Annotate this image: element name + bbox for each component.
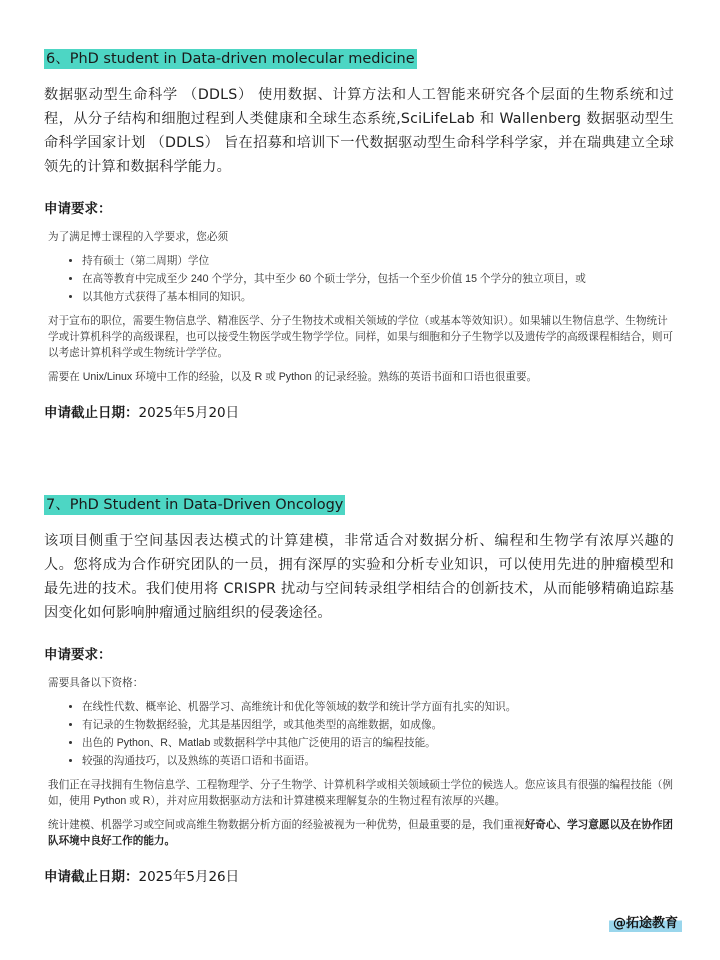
requirements-heading: 申请要求： — [44, 201, 112, 217]
section-6 — [44, 48, 674, 421]
requirements-box — [48, 229, 674, 385]
requirements-list — [48, 699, 674, 769]
list-item: • 较强的沟通技巧，以及熟练的英语口语和书面语。 — [82, 753, 674, 769]
requirements-paragraph: 对于宣布的职位，需要生物信息学、精准医学、分子生物技术或相关领域的学位（或基本等效知识）。如果辅以生物信息学、生物统计学或计算机科学的高级课程，也可以接受生物医学或生物学学位。同样，如果与细胞和分子生物学以及遗传学的高级课程相结合，则可以考虑计算机科学或生物统计学学位。 — [48, 315, 674, 359]
deadline — [44, 865, 674, 885]
requirements-lead: 需要具备以下资格： — [48, 677, 144, 689]
section-intro: 该项目侧重于空间基因表达模式的计算建模，非常适合对数据分析、编程和生物学有浓厚兴趣的人。您将成为合作研究团队的一员，拥有深厚的实验和分析专业知识，可以使用先进的肿瘤模型和最先进的技术。我们使用将 CRISPR 扰动与空间转录组学相结合的创新技术，从而能够精确追踪基因变化如何影响肿瘤通过脑组织的侵袭途径。 — [44, 533, 674, 621]
list-item: • 在高等教育中完成至少 240 个学分，其中至少 60 个硕士学分，包括一个至少价值 15 个学分的独立项目，或 — [82, 271, 674, 287]
requirements-emphasis: 好奇心、学习意愿以及在协作团队环境中良好工作的能力。 — [48, 819, 674, 847]
deadline-label: 申请截止日期： — [44, 405, 139, 421]
watermark: @拓途教育 — [609, 911, 682, 932]
requirements-heading: 申请要求： — [44, 647, 112, 663]
deadline-label: 申请截止日期： — [44, 869, 139, 885]
requirements-paragraph — [48, 817, 674, 849]
requirements-list — [48, 253, 674, 305]
list-item: • 有记录的生物数据经验，尤其是基因组学，或其他类型的高维数据，如成像。 — [82, 717, 674, 733]
requirements-paragraph: 需要在 Unix/Linux 环境中工作的经验，以及 R 或 Python 的记录经验。熟练的英语书面和口语也很重要。 — [48, 371, 538, 383]
requirements-text: 统计建模、机器学习或空间或高维生物数据分析方面的经验被视为一种优势，但最重要的是，我们重视 — [48, 819, 525, 831]
section-7 — [44, 494, 674, 885]
requirements-paragraph: 我们正在寻找拥有生物信息学、工程物理学、分子生物学、计算机科学或相关领域硕士学位的候选人。您应该具有很强的编程技能（例如，使用 Python 或 R），并对应用数据驱动方法和计算建模来理解复杂的生物过程有浓厚的兴趣。 — [48, 779, 674, 807]
list-item: • 以其他方式获得了基本相同的知识。 — [82, 289, 674, 305]
deadline-value: 2025年5月20日 — [138, 405, 240, 421]
section-title: 6、PhD student in Data-driven molecular medicine — [46, 51, 415, 67]
section-intro: 数据驱动型生命科学 （DDLS） 使用数据、计算方法和人工智能来研究各个层面的生物系统和过程，从分子结构和细胞过程到人类健康和全球生态系统,SciLifeLab 和 Wallenberg 数据驱动型生命科学国家计划 （DDLS） 旨在招募和培训下一代数据驱动型生命科学科学家，并在瑞典建立全球领先的计算和数据科学能力。 — [44, 87, 674, 175]
requirements-lead: 为了满足博士课程的入学要求，您必须 — [48, 231, 229, 243]
deadline-value: 2025年5月26日 — [138, 869, 240, 885]
list-item: • 在线性代数、概率论、机器学习、高维统计和优化等领域的数学和统计学方面有扎实的知识。 — [82, 699, 674, 715]
deadline — [44, 401, 674, 421]
requirements-box — [48, 675, 674, 849]
section-title: 7、PhD Student in Data-Driven Oncology — [46, 497, 344, 513]
list-item: • 持有硕士（第二周期）学位 — [82, 253, 674, 269]
list-item: • 出色的 Python、R、Matlab 或数据科学中其他广泛使用的语言的编程技能。 — [82, 735, 674, 751]
